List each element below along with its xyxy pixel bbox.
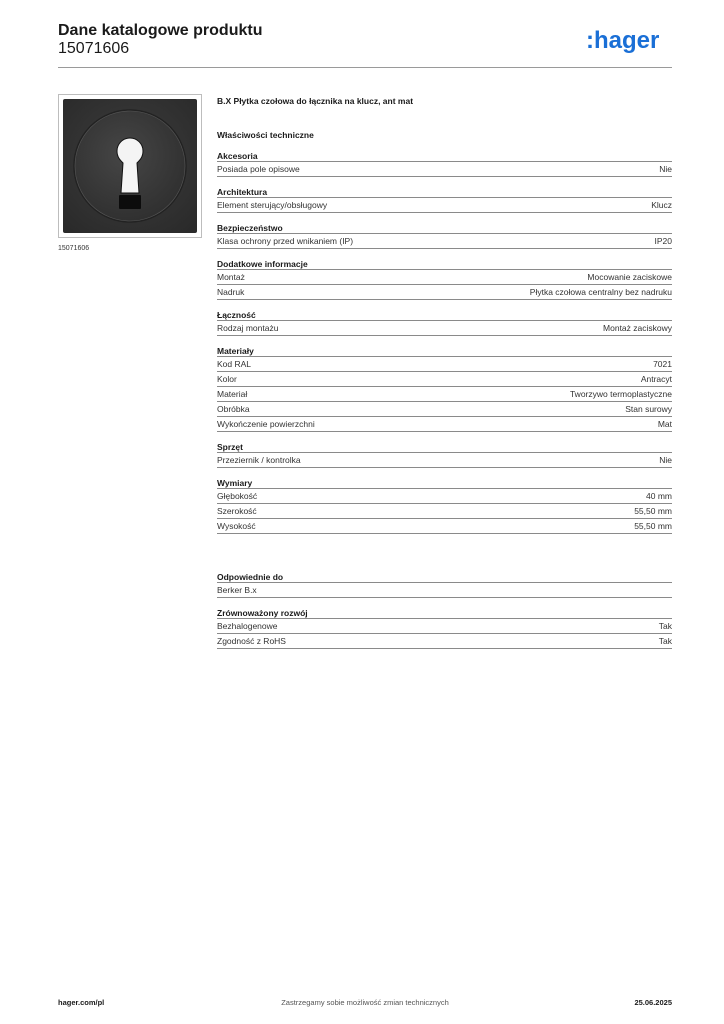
property-row — [217, 453, 672, 468]
property-group — [217, 258, 672, 300]
property-row — [217, 489, 672, 504]
property-label: Bezhalogenowe — [217, 621, 278, 631]
property-label: Obróbka — [217, 404, 250, 414]
property-label: Materiał — [217, 389, 248, 399]
property-label: Kod RAL — [217, 359, 252, 369]
property-group — [217, 441, 672, 468]
property-group — [217, 150, 672, 177]
property-value: Montaż zaciskowy — [603, 323, 672, 333]
property-value: 7021 — [653, 359, 672, 369]
property-value: Nie — [659, 164, 672, 174]
product-number: 15071606 — [58, 40, 130, 57]
property-label: Kolor — [217, 374, 237, 384]
property-group — [217, 571, 672, 598]
property-value: IP20 — [654, 236, 672, 246]
document-title: Dane katalogowe produktu — [58, 22, 263, 39]
footer-website-link[interactable]: hager.com/pl — [58, 998, 105, 1007]
property-group — [217, 345, 672, 432]
property-value: Tak — [658, 636, 672, 646]
property-value: Nie — [659, 455, 672, 465]
property-row — [217, 270, 672, 285]
property-value: Klucz — [651, 200, 672, 210]
property-value: Antracyt — [640, 374, 672, 384]
property-value: 55,50 mm — [634, 506, 672, 516]
property-row — [217, 417, 672, 432]
group-title: Odpowiednie do — [217, 571, 672, 583]
group-title: Dodatkowe informacje — [217, 258, 672, 270]
group-title: Architektura — [217, 186, 672, 198]
property-value: Mat — [657, 419, 672, 429]
property-row — [217, 583, 672, 598]
group-title: Materiały — [217, 345, 672, 357]
group-title: Wymiary — [217, 477, 672, 489]
property-row — [217, 519, 672, 534]
property-value: 55,50 mm — [634, 521, 672, 531]
property-row — [217, 504, 672, 519]
property-label: Berker B.x — [217, 585, 257, 595]
property-label: Montaż — [217, 272, 245, 282]
hager-logo — [586, 26, 672, 56]
property-value: 40 mm — [646, 491, 672, 501]
group-title: Łączność — [217, 309, 672, 321]
group-title: Bezpieczeństwo — [217, 222, 672, 234]
property-row — [217, 387, 672, 402]
property-label: Wykończenie powierzchni — [217, 419, 315, 429]
property-group — [217, 477, 672, 534]
property-row — [217, 162, 672, 177]
property-row — [217, 321, 672, 336]
logo-text: :hager — [586, 27, 660, 54]
property-group — [217, 607, 672, 649]
property-row — [217, 372, 672, 387]
property-row — [217, 357, 672, 372]
property-label: Głębokość — [217, 491, 258, 501]
group-title: Sprzęt — [217, 441, 672, 453]
additional-groups — [217, 571, 672, 649]
property-row — [217, 402, 672, 417]
footer-disclaimer: Zastrzegamy sobie możliwość zmian technicznych — [281, 998, 449, 1007]
product-image — [58, 94, 202, 238]
property-label: Zgodność z RoHS — [217, 636, 286, 646]
property-group — [217, 222, 672, 249]
property-value: Tak — [658, 621, 672, 631]
property-label: Nadruk — [217, 287, 245, 297]
group-title: Akcesoria — [217, 150, 672, 162]
page-header — [58, 22, 672, 68]
image-caption: 15071606 — [58, 245, 90, 252]
footer-date: 25.06.2025 — [634, 998, 672, 1007]
property-label: Przeziernik / kontrolka — [217, 455, 301, 465]
property-value: Tworzywo termoplastyczne — [569, 389, 672, 399]
property-label: Rodzaj montażu — [217, 323, 279, 333]
key-switch-plate-icon — [63, 99, 197, 233]
property-row — [217, 234, 672, 249]
property-group — [217, 186, 672, 213]
property-value: Płytka czołowa centralny bez nadruku — [529, 287, 672, 297]
property-value: Mocowanie zaciskowe — [587, 272, 672, 282]
product-name: B.X Płytka czołowa do łącznika na klucz, ant mat — [217, 96, 414, 106]
property-groups — [217, 150, 672, 534]
group-title: Zrównoważony rozwój — [217, 607, 672, 619]
property-label: Posiada pole opisowe — [217, 164, 300, 174]
property-row — [217, 285, 672, 300]
property-row — [217, 198, 672, 213]
section-heading: Właściwości techniczne — [217, 130, 314, 140]
datasheet-content — [217, 96, 672, 658]
property-group — [217, 309, 672, 336]
property-label: Klasa ochrony przed wnikaniem (IP) — [217, 236, 354, 246]
property-row — [217, 634, 672, 649]
property-row — [217, 619, 672, 634]
property-value: Stan surowy — [625, 404, 672, 414]
property-label: Szerokość — [217, 506, 257, 516]
property-label: Wysokość — [217, 521, 256, 531]
property-label: Element sterujący/obsługowy — [217, 200, 328, 210]
